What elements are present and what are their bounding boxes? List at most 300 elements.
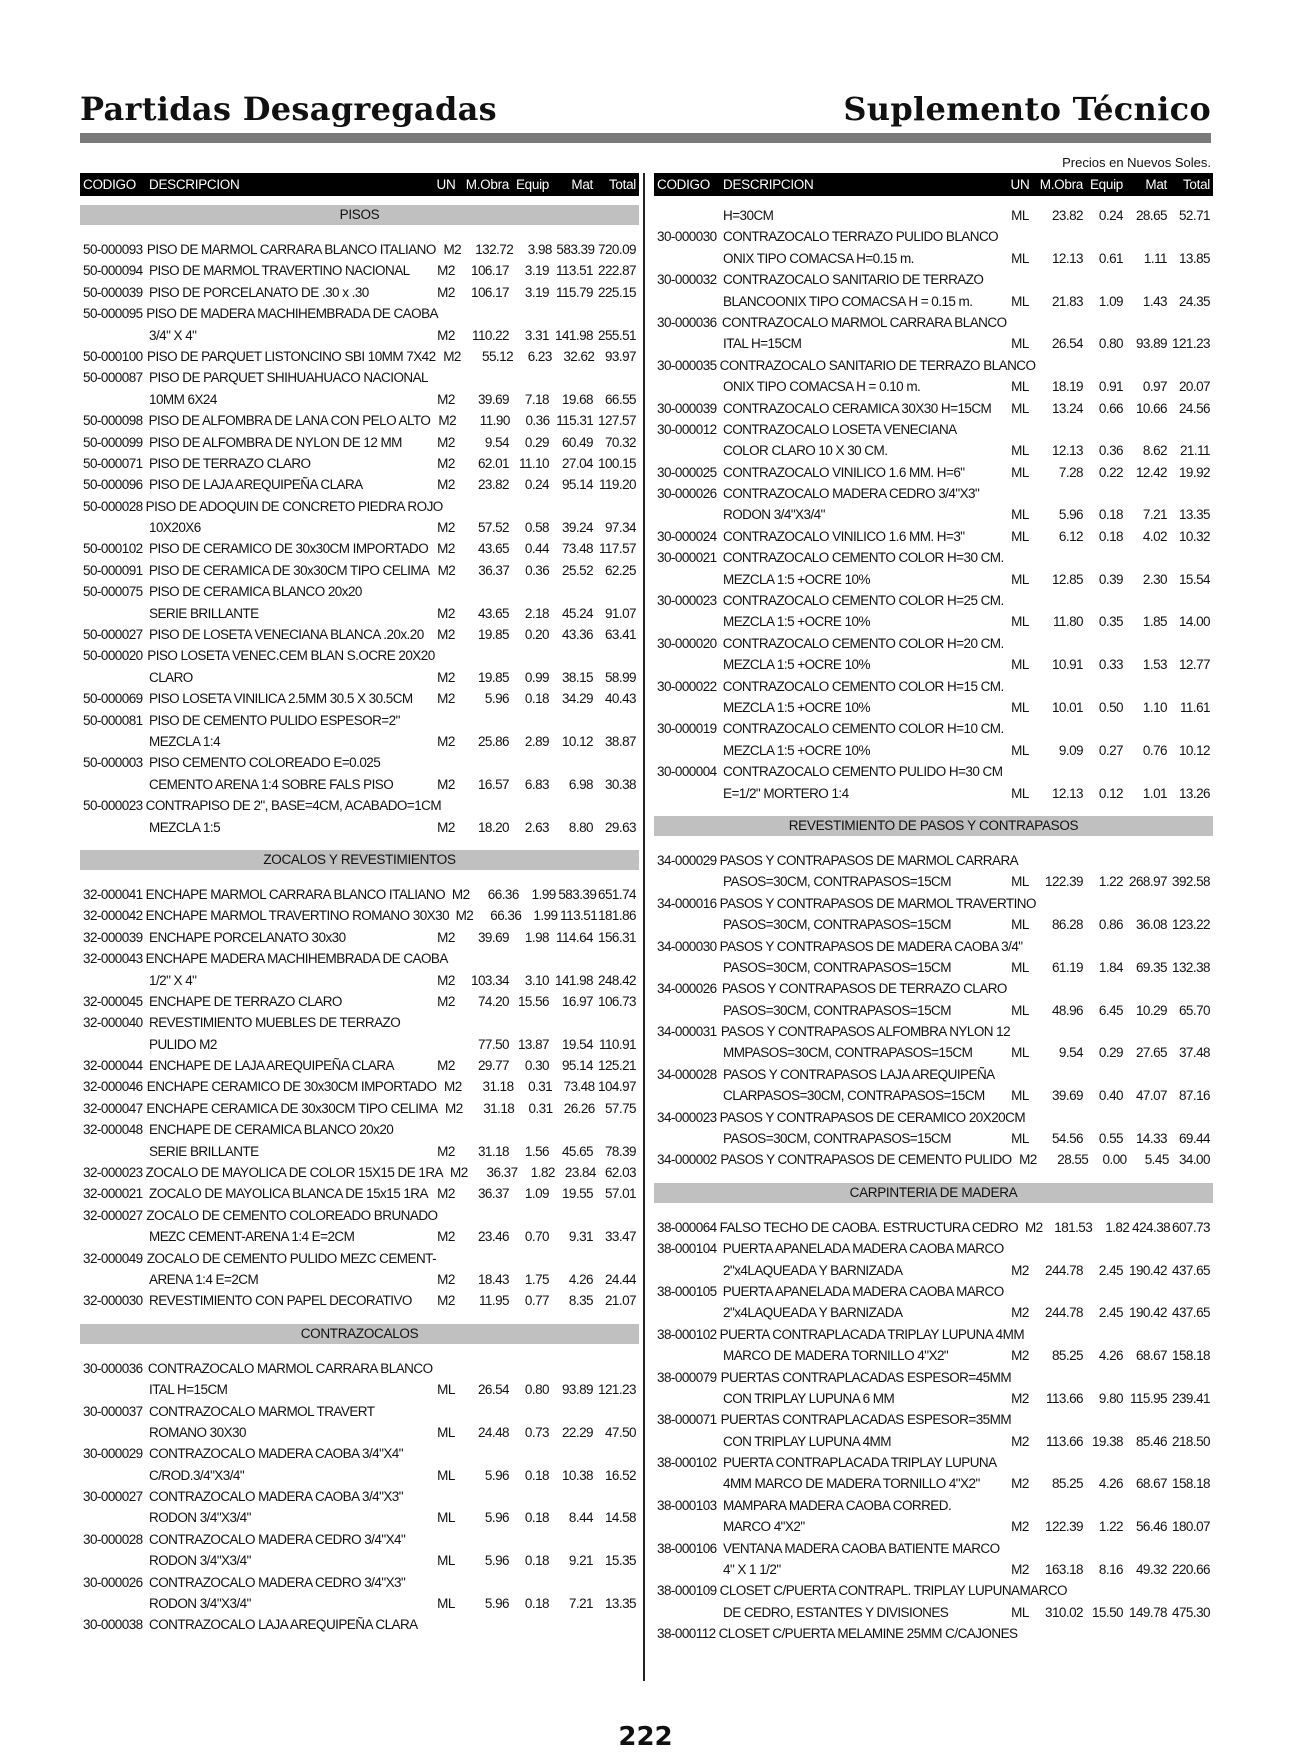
item-equipment-cost: 0.50 — [1098, 699, 1123, 715]
item-unit: M2 — [438, 413, 457, 429]
item-code — [654, 914, 720, 935]
item-equipment-cost: 1.22 — [1098, 1519, 1123, 1535]
item-material-cost: 7.21 — [568, 1596, 593, 1612]
item-equipment-cost — [1122, 1580, 1150, 1601]
item-unit — [435, 645, 468, 666]
item-unit: M2 — [437, 327, 455, 343]
table-row — [654, 893, 1213, 914]
item-labor-cost: 31.18 — [483, 1100, 515, 1116]
item-material-cost: 47.07 — [1135, 1088, 1167, 1104]
item-code: 30-000028 — [83, 1531, 143, 1547]
item-unit: M2 — [437, 541, 455, 557]
item-equipment-cost: 0.40 — [1098, 1088, 1123, 1104]
item-code: 30-000029 — [83, 1446, 143, 1462]
item-description: MEZCLA 1:5 +OCRE 10% — [723, 699, 870, 715]
table-row — [654, 205, 1213, 226]
item-unit — [429, 367, 463, 388]
item-equipment-cost: 0.27 — [1098, 742, 1123, 758]
item-total-cost: 47.50 — [604, 1424, 636, 1440]
item-material-cost — [1123, 1495, 1167, 1516]
item-code — [80, 1379, 146, 1400]
item-total-cost — [595, 303, 639, 324]
table-row — [654, 1580, 1213, 1601]
table-row — [80, 346, 639, 367]
item-code: 32-000021 — [83, 1186, 143, 1202]
item-code — [654, 1473, 720, 1494]
item-description: PISO DE PARQUET LISTONCINO SBI 10MM 7X42 — [147, 348, 436, 364]
item-description: CONTRAZOCALO LAJA AREQUIPEÑA CLARA — [149, 1617, 418, 1633]
item-unit — [429, 1012, 463, 1033]
item-code — [80, 1465, 146, 1486]
table-row — [80, 1572, 639, 1593]
item-unit: M2 — [437, 1143, 455, 1159]
item-equipment-cost: 6.45 — [1098, 1002, 1123, 1018]
item-code — [654, 1602, 720, 1623]
item-unit — [1018, 850, 1050, 871]
table-row — [654, 1238, 1213, 1259]
item-equipment-cost: 0.18 — [524, 1553, 549, 1569]
item-total-cost: 38.87 — [604, 733, 636, 749]
item-unit: M2 — [1011, 1562, 1029, 1578]
item-total-cost — [1167, 1495, 1213, 1516]
item-material-cost: 141.98 — [555, 972, 593, 988]
item-total-cost: 97.34 — [604, 520, 636, 536]
item-code: 50-000075 — [83, 584, 143, 600]
item-equipment-cost — [509, 581, 549, 602]
item-equipment-cost — [1083, 1452, 1123, 1473]
item-description: E=1/2" MORTERO 1:4 — [723, 785, 849, 801]
item-description: MEZCLA 1:5 +OCRE 10% — [723, 614, 870, 630]
item-labor-cost: 113.66 — [1046, 1390, 1083, 1406]
item-material-cost — [1131, 936, 1171, 957]
item-total-cost: 37.48 — [1178, 1045, 1210, 1061]
item-description: BLANCOONIX TIPO COMACSA H = 0.15 m. — [723, 293, 973, 309]
item-total-cost: 57.75 — [604, 1100, 636, 1116]
table-row — [80, 260, 639, 281]
item-total-cost: 29.63 — [604, 819, 636, 835]
item-code — [80, 1422, 146, 1443]
table-row — [80, 624, 639, 645]
item-equipment-cost — [1083, 761, 1123, 782]
item-code — [654, 1388, 720, 1409]
item-material-cost: 60.49 — [561, 434, 593, 450]
item-code: 30-000020 — [657, 635, 717, 651]
item-material-cost: 85.46 — [1135, 1433, 1167, 1449]
item-equipment-cost: 1.99 — [533, 908, 558, 924]
item-equipment-cost — [509, 367, 549, 388]
item-description: PISO DE ALFOMBRA DE LANA CON PELO ALTO — [148, 413, 431, 429]
item-equipment-cost — [509, 1401, 549, 1422]
item-labor-cost: 48.96 — [1051, 1002, 1083, 1018]
item-total-cost: 66.55 — [604, 391, 636, 407]
item-equipment-cost: 0.18 — [1098, 507, 1123, 523]
item-unit: ML — [1011, 293, 1029, 309]
item-description: ENCHAPE DE LAJA AREQUIPEÑA CLARA — [149, 1058, 394, 1074]
item-total-cost — [1167, 269, 1213, 290]
item-total-cost: 475.30 — [1172, 1604, 1210, 1620]
table-row — [80, 1507, 639, 1528]
item-unit — [1067, 1580, 1090, 1601]
item-total-cost: 30.38 — [604, 776, 636, 792]
item-equipment-cost — [1103, 355, 1137, 376]
item-total-cost — [1172, 1107, 1213, 1128]
item-description: SERIE BRILLANTE — [149, 1143, 259, 1159]
item-equipment-cost — [1083, 547, 1123, 568]
item-unit: M2 — [437, 1293, 455, 1309]
item-description: ONIX TIPO COMACSA H=0.15 m. — [723, 250, 914, 266]
table-row — [80, 1269, 639, 1290]
item-labor-cost: 26.54 — [477, 1382, 509, 1398]
item-unit: M2 — [437, 1186, 455, 1202]
item-description: PISO DE ALFOMBRA DE NYLON DE 12 MM — [149, 434, 402, 450]
item-total-cost: 15.54 — [1178, 571, 1210, 587]
item-labor-cost: 103.34 — [471, 972, 509, 988]
item-total-cost: 65.70 — [1178, 1002, 1210, 1018]
item-description: VENTANA MADERA CAOBA BATIENTE MARCO — [723, 1540, 1000, 1556]
item-description: MAMPARA MADERA CAOBA CORRED. — [723, 1497, 952, 1513]
item-labor-cost: 19.85 — [477, 627, 509, 643]
item-total-cost: 392.58 — [1172, 874, 1210, 890]
item-equipment-cost: 0.86 — [1098, 917, 1123, 933]
item-material-cost: 1.11 — [1143, 250, 1167, 266]
item-material-cost: 115.95 — [1130, 1390, 1167, 1406]
item-total-cost: 437.65 — [1172, 1305, 1210, 1321]
header-description: DESCRIPCION — [149, 177, 240, 192]
item-code — [80, 1034, 146, 1055]
item-labor-cost: 66.36 — [487, 886, 519, 902]
item-unit: ML — [437, 1424, 455, 1440]
item-material-cost — [1123, 718, 1167, 739]
item-unit — [429, 1119, 463, 1140]
item-code: 50-000100 — [83, 348, 143, 364]
item-description: MARCO DE MADERA TORNILLO 4"X2" — [723, 1348, 949, 1364]
item-equipment-cost: 3.19 — [524, 284, 549, 300]
item-labor-cost: 57.52 — [477, 520, 509, 536]
item-code: 38-000079 — [657, 1369, 717, 1385]
item-material-cost — [549, 581, 593, 602]
table-row — [654, 1431, 1213, 1452]
table-row — [654, 440, 1213, 461]
item-equipment-cost — [1083, 1281, 1123, 1302]
item-code: 32-000048 — [83, 1122, 143, 1138]
item-equipment-cost: 0.29 — [524, 434, 549, 450]
item-description: PISO DE CERAMICA BLANCO 20x20 — [149, 584, 362, 600]
item-total-cost — [593, 1614, 639, 1635]
item-total-cost — [1167, 1238, 1213, 1259]
item-labor-cost: 18.43 — [477, 1271, 509, 1287]
item-material-cost: 10.38 — [561, 1467, 593, 1483]
item-code — [80, 774, 146, 795]
table-row — [80, 1443, 639, 1464]
item-labor-cost: 12.85 — [1051, 571, 1083, 587]
item-code: 32-000049 — [83, 1250, 143, 1266]
item-material-cost: 114.64 — [556, 929, 593, 945]
item-total-cost: 123.22 — [1172, 917, 1210, 933]
item-equipment-cost: 19.38 — [1091, 1433, 1123, 1449]
item-unit: ML — [1011, 507, 1029, 523]
item-unit: M2 — [445, 1100, 463, 1116]
item-equipment-cost: 0.66 — [1098, 400, 1123, 416]
table-row — [80, 884, 639, 905]
item-labor-cost — [1037, 761, 1083, 782]
item-labor-cost: 31.18 — [482, 1079, 514, 1095]
item-unit — [1003, 761, 1037, 782]
item-description: PASOS Y CONTRAPASOS DE CEMENTO PULIDO — [720, 1152, 1012, 1168]
table-row — [654, 226, 1213, 247]
item-description: ITAL H=15CM — [149, 1382, 228, 1398]
item-material-cost: 1.01 — [1142, 785, 1167, 801]
item-description: CLOSET C/PUERTA MELAMINE 25MM C/CAJONES — [718, 1626, 1018, 1642]
item-total-cost — [593, 1529, 639, 1550]
item-description: CONTRAZOCALO MADERA CEDRO 3/4"X3" — [723, 486, 980, 502]
item-equipment-cost: 0.36 — [525, 413, 550, 429]
item-total-cost: 14.58 — [604, 1510, 636, 1526]
item-description: ZOCALO DE CEMENTO PULIDO MEZC CEMENT- — [146, 1250, 437, 1266]
item-labor-cost: 86.28 — [1051, 917, 1083, 933]
item-material-cost — [1126, 1021, 1168, 1042]
item-unit — [429, 1529, 463, 1550]
item-labor-cost — [1038, 1281, 1084, 1302]
item-equipment-cost — [1083, 718, 1123, 739]
item-unit — [1025, 1107, 1055, 1128]
table-row — [80, 688, 639, 709]
item-equipment-cost: 1.09 — [524, 1186, 549, 1202]
item-labor-cost: 310.02 — [1045, 1604, 1083, 1620]
item-code — [654, 291, 720, 312]
item-code: 30-000039 — [657, 400, 717, 416]
item-description: ENCHAPE MARMOL CARRARA BLANCO ITALIANO — [145, 886, 446, 902]
item-unit: M2 — [437, 993, 455, 1009]
table-row — [654, 783, 1213, 804]
item-total-cost: 11.61 — [1179, 699, 1210, 715]
item-material-cost — [553, 1205, 595, 1226]
item-unit: ML — [1011, 1604, 1029, 1620]
item-total-cost: 87.16 — [1178, 1088, 1210, 1104]
item-total-cost — [1167, 419, 1213, 440]
item-total-cost — [1174, 355, 1213, 376]
item-description: CONTRAZOCALO SANITARIO DE TERRAZO — [723, 272, 984, 288]
item-material-cost: 4.26 — [568, 1271, 593, 1287]
item-code: 38-000071 — [657, 1412, 717, 1428]
item-labor-cost: 163.18 — [1045, 1562, 1083, 1578]
item-material-cost: 14.33 — [1135, 1131, 1167, 1147]
item-total-cost: 34.00 — [1178, 1152, 1210, 1168]
header-code: CODIGO — [83, 177, 136, 192]
item-labor-cost — [479, 948, 521, 969]
item-material-cost — [1123, 633, 1167, 654]
item-material-cost: 73.48 — [563, 1079, 595, 1095]
item-material-cost — [1132, 1324, 1172, 1345]
item-total-cost: 93.97 — [604, 348, 636, 364]
item-material-cost — [549, 1443, 593, 1464]
item-unit: M2 — [437, 1058, 455, 1074]
item-description: PUERTA APANELADA MADERA CAOBA MARCO — [722, 1241, 1004, 1257]
item-total-cost — [1167, 1538, 1213, 1559]
item-unit — [441, 795, 473, 816]
table-row — [654, 248, 1213, 269]
item-code: 32-000030 — [83, 1293, 143, 1309]
item-total-cost: 13.35 — [1178, 507, 1210, 523]
item-labor-cost — [463, 1614, 509, 1635]
item-labor-cost — [469, 1248, 513, 1269]
item-description: CONTRAZOCALO CEMENTO COLOR H=10 CM. — [722, 721, 1004, 737]
item-total-cost — [1168, 1021, 1213, 1042]
item-equipment-cost: 0.80 — [1098, 336, 1123, 352]
item-equipment-cost: 1.75 — [524, 1271, 549, 1287]
item-description: PASOS Y CONTRAPASOS LAJA AREQUIPEÑA — [723, 1066, 995, 1082]
item-unit: ML — [1011, 1045, 1029, 1061]
item-code: 38-000103 — [657, 1497, 717, 1513]
item-description: CLOSET C/PUERTA CONTRAPL. TRIPLAY LUPUNAMARCO — [719, 1583, 1067, 1599]
item-equipment-cost: 0.44 — [524, 541, 549, 557]
table-row — [80, 1593, 639, 1614]
item-description: 2"x4LAQUEADA Y BARNIZADA — [723, 1262, 903, 1278]
item-unit: M2 — [437, 1229, 455, 1245]
item-description: PISO DE CERAMICO DE 30x30CM IMPORTADO — [149, 541, 429, 557]
item-unit: M2 — [1011, 1305, 1029, 1321]
header-material: Mat — [1145, 177, 1167, 192]
item-code: 34-000029 — [657, 852, 717, 868]
item-labor-cost: 10.91 — [1051, 657, 1083, 673]
table-row — [654, 850, 1213, 871]
table-header — [654, 173, 1213, 196]
header-labor: M.Obra — [1039, 177, 1083, 192]
item-total-cost: 218.50 — [1172, 1433, 1210, 1449]
header-material: Mat — [571, 177, 593, 192]
item-labor-cost — [1055, 1324, 1096, 1345]
item-labor-cost — [1037, 1452, 1083, 1473]
item-total-cost — [1174, 893, 1213, 914]
item-labor-cost: 36.37 — [478, 562, 510, 578]
item-unit — [1003, 269, 1037, 290]
item-labor-cost — [1049, 1623, 1092, 1644]
item-total-cost: 33.47 — [604, 1229, 636, 1245]
item-description: PASOS=30CM, CONTRAPASOS=15CM — [723, 1002, 951, 1018]
table-row — [654, 611, 1213, 632]
item-unit: M2 — [1011, 1262, 1029, 1278]
table-row — [654, 1602, 1213, 1623]
item-code — [654, 783, 720, 804]
item-description: PISO DE MADERA MACHIHEMBRADA DE CAOBA — [146, 306, 438, 322]
item-total-cost: 19.92 — [1178, 464, 1210, 480]
item-total-cost: 104.97 — [598, 1079, 637, 1095]
table-row — [654, 504, 1213, 525]
table-row — [80, 1529, 639, 1550]
item-material-cost: 1.53 — [1142, 657, 1167, 673]
item-material-cost: 68.67 — [1135, 1476, 1167, 1492]
item-description: CONTRAPISO DE 2", BASE=4CM, ACABADO=1CM — [145, 798, 442, 814]
item-material-cost: 1.10 — [1142, 699, 1167, 715]
table-row — [80, 560, 639, 581]
item-description: SERIE BRILLANTE — [149, 605, 259, 621]
item-labor-cost: 11.80 — [1052, 614, 1083, 630]
item-labor-cost: 5.96 — [484, 691, 509, 707]
table-row — [654, 1367, 1213, 1388]
table-row — [654, 1302, 1213, 1323]
item-material-cost — [1124, 312, 1167, 333]
item-equipment-cost: 0.29 — [1098, 1045, 1123, 1061]
item-material-cost: 0.76 — [1142, 742, 1167, 758]
item-unit — [1004, 590, 1038, 611]
item-equipment-cost — [521, 948, 557, 969]
item-code — [654, 740, 720, 761]
item-unit — [1017, 1623, 1049, 1644]
item-total-cost: 69.44 — [1178, 1131, 1210, 1147]
item-total-cost: 119.20 — [599, 477, 636, 493]
item-labor-cost — [463, 752, 509, 773]
item-equipment-cost — [516, 795, 554, 816]
item-material-cost — [1123, 1238, 1167, 1259]
item-labor-cost: 24.48 — [477, 1424, 509, 1440]
item-material-cost: 19.68 — [561, 391, 593, 407]
item-equipment-cost — [1085, 978, 1124, 999]
item-total-cost: 239.41 — [1172, 1390, 1210, 1406]
item-total-cost — [593, 1119, 639, 1140]
table-row — [654, 633, 1213, 654]
item-description: 10MM 6X24 — [149, 391, 217, 407]
item-equipment-cost — [1083, 483, 1123, 504]
item-code — [654, 611, 720, 632]
item-equipment-cost — [1083, 226, 1123, 247]
item-unit: ML — [437, 1596, 455, 1612]
item-code: 38-000102 — [657, 1326, 717, 1342]
item-material-cost: 4.02 — [1142, 528, 1167, 544]
item-description: MMPASOS=30CM, CONTRAPASOS=15CM — [723, 1045, 973, 1061]
table-row — [80, 1248, 639, 1269]
item-unit: M2 — [443, 242, 462, 257]
right-column — [654, 173, 1213, 1645]
table-row — [80, 1141, 639, 1162]
item-description: PASOS=30CM, CONTRAPASOS=15CM — [723, 917, 951, 933]
item-equipment-cost — [509, 752, 549, 773]
item-material-cost: 45.24 — [561, 605, 593, 621]
item-description: RODON 3/4"X3/4" — [149, 1596, 251, 1612]
item-labor-cost — [473, 795, 516, 816]
item-unit — [1003, 483, 1037, 504]
item-code: 32-000047 — [83, 1100, 143, 1116]
item-description: CONTRAZOCALO MADERA CAOBA 3/4"X3" — [149, 1489, 404, 1505]
item-material-cost: 8.35 — [568, 1293, 593, 1309]
item-labor-cost: 132.72 — [475, 242, 514, 257]
header-equipment: Equip — [515, 177, 549, 192]
item-labor-cost — [1043, 1021, 1087, 1042]
item-description: PISO DE ADOQUIN DE CONCRETO PIEDRA ROJO — [145, 498, 443, 514]
table-row — [654, 1409, 1213, 1430]
table-row — [654, 1324, 1213, 1345]
header-description: DESCRIPCION — [723, 177, 814, 192]
item-unit — [1004, 676, 1038, 697]
table-row — [80, 752, 639, 773]
item-total-cost — [596, 795, 640, 816]
item-code: 30-000027 — [83, 1489, 143, 1505]
item-equipment-cost — [1083, 633, 1123, 654]
item-unit — [1010, 1021, 1043, 1042]
item-code — [80, 517, 146, 538]
item-equipment-cost: 0.22 — [1098, 464, 1123, 480]
item-labor-cost: 5.96 — [484, 1596, 509, 1612]
table-row — [80, 1162, 639, 1183]
item-code — [654, 333, 720, 354]
item-unit — [1004, 1281, 1038, 1302]
item-description: CEMENTO ARENA 1:4 SOBRE FALS PISO — [149, 776, 394, 792]
table-row — [80, 1401, 639, 1422]
item-description: PISO LOSETA VENEC.CEM BLAN S.OCRE 20X20 — [147, 648, 435, 664]
item-total-cost: 720.09 — [598, 242, 636, 257]
item-description: CONTRAZOCALO VINILICO 1.6 MM. H=3" — [723, 528, 965, 544]
item-unit — [1011, 1409, 1044, 1430]
spacer — [654, 1203, 1213, 1217]
item-unit: ML — [1011, 959, 1029, 975]
